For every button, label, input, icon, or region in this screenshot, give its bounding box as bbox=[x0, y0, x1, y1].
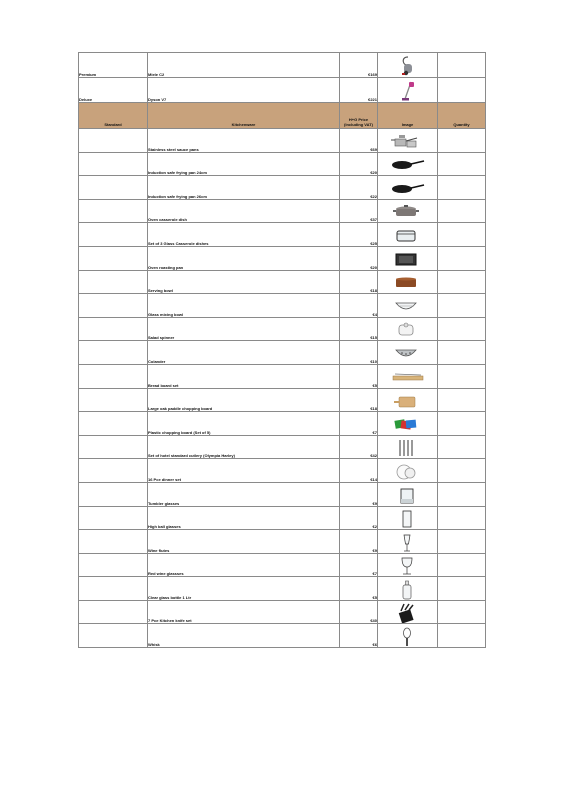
item-name: Induction safe frying pan 26cm bbox=[148, 176, 340, 200]
quantity-cell[interactable] bbox=[438, 459, 486, 483]
roasting-pan-icon bbox=[391, 250, 425, 270]
image-cell bbox=[378, 577, 438, 601]
item-price: €20 bbox=[340, 246, 378, 270]
category-cell bbox=[79, 530, 148, 554]
image-cell bbox=[378, 553, 438, 577]
image-cell bbox=[378, 530, 438, 554]
item-name: Large oak paddle chopping board bbox=[148, 388, 340, 412]
image-cell bbox=[378, 223, 438, 247]
item-name: Stainless steel sauce pans bbox=[148, 129, 340, 153]
quantity-cell[interactable] bbox=[438, 270, 486, 294]
image-cell bbox=[378, 199, 438, 223]
item-name: Oven casserole dish bbox=[148, 199, 340, 223]
stick-vacuum-icon bbox=[398, 80, 418, 102]
item-name: Salad spinner bbox=[148, 317, 340, 341]
category-cell bbox=[79, 176, 148, 200]
item-price: €40 bbox=[340, 600, 378, 624]
category-cell bbox=[79, 435, 148, 459]
image-cell bbox=[378, 624, 438, 648]
item-price: €169 bbox=[340, 53, 378, 78]
item-price: €18 bbox=[340, 388, 378, 412]
table-row bbox=[79, 364, 486, 388]
item-name: Wine flutes bbox=[148, 530, 340, 554]
serving-bowl-icon bbox=[391, 273, 425, 293]
table-row bbox=[79, 53, 486, 78]
price-list-table bbox=[78, 52, 486, 648]
colander-icon bbox=[391, 344, 425, 364]
item-name: Plastic chopping board (Set of 5) bbox=[148, 412, 340, 436]
item-price: €15 bbox=[340, 317, 378, 341]
image-cell bbox=[378, 388, 438, 412]
category-cell bbox=[79, 412, 148, 436]
image-cell bbox=[378, 482, 438, 506]
item-price: €221 bbox=[340, 78, 378, 103]
category-cell bbox=[79, 506, 148, 530]
category-cell bbox=[79, 600, 148, 624]
item-price: €18 bbox=[340, 270, 378, 294]
item-name: Serving bowl bbox=[148, 270, 340, 294]
item-price: €9 bbox=[340, 482, 378, 506]
cutlery-icon bbox=[391, 438, 425, 458]
table-row bbox=[79, 506, 486, 530]
item-name: Set of hotel standard cutlery (Olympia Harley) bbox=[148, 435, 340, 459]
quantity-cell[interactable] bbox=[438, 506, 486, 530]
item-name: Oven roasting pan bbox=[148, 246, 340, 270]
paddle-board-icon bbox=[391, 391, 425, 411]
item-name: Bread board set bbox=[148, 364, 340, 388]
image-cell bbox=[378, 129, 438, 153]
table-row bbox=[79, 341, 486, 365]
category-cell bbox=[79, 341, 148, 365]
image-cell bbox=[378, 459, 438, 483]
image-cell bbox=[378, 176, 438, 200]
quantity-cell[interactable] bbox=[438, 530, 486, 554]
chopping-boards-icon bbox=[391, 415, 425, 435]
category-cell: Deluxe bbox=[79, 78, 148, 103]
item-price: €2 bbox=[340, 506, 378, 530]
category-cell bbox=[79, 482, 148, 506]
category-cell: Premium bbox=[79, 53, 148, 78]
quantity-cell[interactable] bbox=[438, 577, 486, 601]
category-cell bbox=[79, 388, 148, 412]
item-name: Red wine glassses bbox=[148, 553, 340, 577]
item-price: €14 bbox=[340, 459, 378, 483]
tumbler-icon bbox=[391, 486, 425, 506]
item-name: 7 Pce Kitchen knife set bbox=[148, 600, 340, 624]
header-quantity: Quantity bbox=[438, 103, 486, 129]
table-row bbox=[79, 459, 486, 483]
category-cell bbox=[79, 223, 148, 247]
knife-block-icon bbox=[391, 603, 425, 623]
casserole-dish-icon bbox=[391, 202, 425, 222]
category-cell bbox=[79, 317, 148, 341]
wine-flute-icon bbox=[391, 533, 425, 553]
table-row bbox=[79, 270, 486, 294]
quantity-cell[interactable] bbox=[438, 294, 486, 318]
category-cell bbox=[79, 624, 148, 648]
table-row bbox=[79, 294, 486, 318]
quantity-cell[interactable] bbox=[438, 341, 486, 365]
quantity-cell[interactable] bbox=[438, 624, 486, 648]
item-name: Miele C2 bbox=[148, 53, 340, 78]
table-row bbox=[79, 553, 486, 577]
item-price: €25 bbox=[340, 223, 378, 247]
item-name: Colander bbox=[148, 341, 340, 365]
item-name: Induction safe frying pan 24cm bbox=[148, 152, 340, 176]
vacuum-cleaner-icon bbox=[398, 55, 418, 77]
wine-glass-icon bbox=[391, 556, 425, 576]
category-cell bbox=[79, 364, 148, 388]
table-row bbox=[79, 435, 486, 459]
category-cell bbox=[79, 129, 148, 153]
quantity-cell[interactable] bbox=[438, 600, 486, 624]
header-price bbox=[340, 103, 378, 129]
table-row bbox=[79, 624, 486, 648]
glass-casserole-icon bbox=[391, 226, 425, 246]
image-cell bbox=[378, 412, 438, 436]
item-name: Whisk bbox=[148, 624, 340, 648]
image-cell bbox=[378, 600, 438, 624]
item-price: €5 bbox=[340, 364, 378, 388]
image-cell bbox=[378, 53, 438, 78]
category-cell bbox=[79, 553, 148, 577]
item-name: 16 Pce dinner set bbox=[148, 459, 340, 483]
item-price: €9 bbox=[340, 530, 378, 554]
category-cell bbox=[79, 152, 148, 176]
quantity-cell[interactable] bbox=[438, 223, 486, 247]
category-cell bbox=[79, 577, 148, 601]
bread-board-icon bbox=[391, 368, 425, 388]
table-row bbox=[79, 600, 486, 624]
image-cell bbox=[378, 435, 438, 459]
quantity-cell[interactable] bbox=[438, 482, 486, 506]
table-row bbox=[79, 388, 486, 412]
table-row bbox=[79, 129, 486, 153]
table-row bbox=[79, 199, 486, 223]
quantity-cell[interactable] bbox=[438, 53, 486, 78]
image-cell bbox=[378, 270, 438, 294]
glass-bottle-icon bbox=[391, 580, 425, 600]
item-price: €7 bbox=[340, 412, 378, 436]
frying-pan-icon bbox=[391, 179, 425, 199]
item-price: €5 bbox=[340, 577, 378, 601]
quantity-cell[interactable] bbox=[438, 152, 486, 176]
table-header-row bbox=[79, 103, 486, 129]
header-price-line2: (Including VAT) bbox=[344, 122, 373, 127]
quantity-cell[interactable] bbox=[438, 199, 486, 223]
category-cell bbox=[79, 294, 148, 318]
quantity-cell[interactable] bbox=[438, 246, 486, 270]
header-name: Kitchenware bbox=[148, 103, 340, 129]
image-cell bbox=[378, 246, 438, 270]
saucepan-set-icon bbox=[391, 132, 425, 152]
item-price: €4 bbox=[340, 294, 378, 318]
item-name: Set of 3 Glass Casserole dishes bbox=[148, 223, 340, 247]
table-row bbox=[79, 152, 486, 176]
image-cell bbox=[378, 317, 438, 341]
category-cell bbox=[79, 199, 148, 223]
salad-spinner-icon bbox=[391, 320, 425, 340]
item-price: €42 bbox=[340, 435, 378, 459]
image-cell bbox=[378, 294, 438, 318]
quantity-cell[interactable] bbox=[438, 176, 486, 200]
table-row bbox=[79, 482, 486, 506]
header-price-line1: H+G Price bbox=[348, 117, 369, 122]
quantity-cell[interactable] bbox=[438, 364, 486, 388]
item-name: Glass mixing bowl bbox=[148, 294, 340, 318]
quantity-cell[interactable] bbox=[438, 553, 486, 577]
quantity-cell[interactable] bbox=[438, 317, 486, 341]
image-cell bbox=[378, 152, 438, 176]
category-cell bbox=[79, 246, 148, 270]
item-price: €20 bbox=[340, 152, 378, 176]
quantity-cell[interactable] bbox=[438, 388, 486, 412]
item-name: Tumbler glasses bbox=[148, 482, 340, 506]
whisk-icon bbox=[391, 627, 425, 647]
item-price: €69 bbox=[340, 129, 378, 153]
table-row bbox=[79, 577, 486, 601]
table-row bbox=[79, 530, 486, 554]
item-price: €10 bbox=[340, 341, 378, 365]
table-row bbox=[79, 317, 486, 341]
item-price: €7 bbox=[340, 553, 378, 577]
header-category: Standard bbox=[79, 103, 148, 129]
item-price: €22 bbox=[340, 176, 378, 200]
frying-pan-icon bbox=[391, 155, 425, 175]
quantity-cell[interactable] bbox=[438, 435, 486, 459]
table-row bbox=[79, 223, 486, 247]
dinner-set-icon bbox=[391, 462, 425, 482]
category-cell bbox=[79, 459, 148, 483]
category-cell bbox=[79, 270, 148, 294]
table-row bbox=[79, 176, 486, 200]
glass-bowl-icon bbox=[391, 297, 425, 317]
image-cell bbox=[378, 364, 438, 388]
table-row bbox=[79, 78, 486, 103]
header-image: Image bbox=[378, 103, 438, 129]
item-price: €37 bbox=[340, 199, 378, 223]
quantity-cell[interactable] bbox=[438, 412, 486, 436]
item-price: €6 bbox=[340, 624, 378, 648]
image-cell bbox=[378, 341, 438, 365]
table-row bbox=[79, 412, 486, 436]
table-row bbox=[79, 246, 486, 270]
item-name: Clear glass bottle 1 Ltr bbox=[148, 577, 340, 601]
image-cell bbox=[378, 78, 438, 103]
quantity-cell[interactable] bbox=[438, 78, 486, 103]
item-name: High ball glasses bbox=[148, 506, 340, 530]
highball-glass-icon bbox=[391, 509, 425, 529]
item-name: Dyson V7 bbox=[148, 78, 340, 103]
image-cell bbox=[378, 506, 438, 530]
quantity-cell[interactable] bbox=[438, 129, 486, 153]
